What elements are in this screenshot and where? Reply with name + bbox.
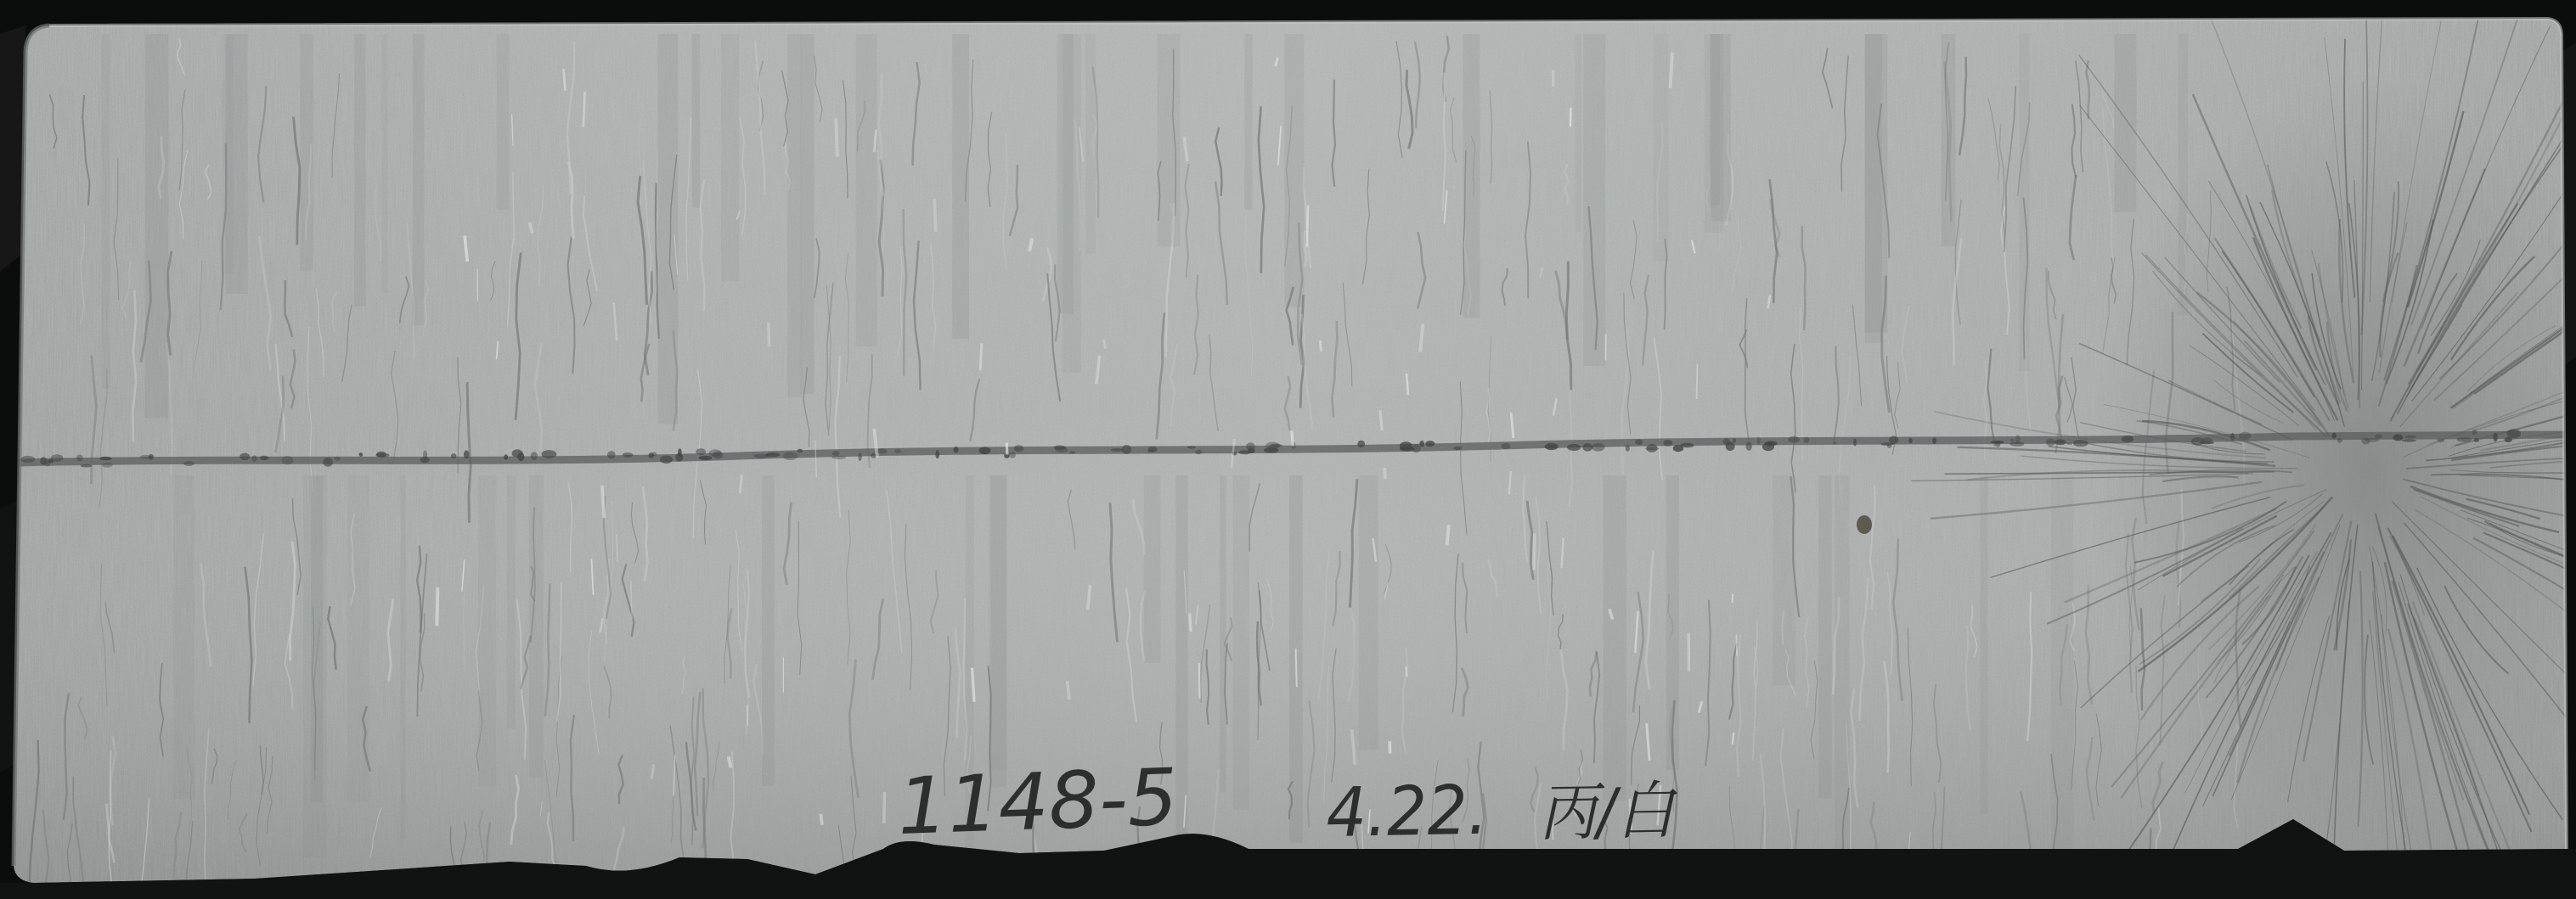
porosity-dot xyxy=(359,452,364,457)
shade-band xyxy=(1085,34,1096,254)
porosity-dot xyxy=(504,454,508,459)
porosity-dot xyxy=(1804,437,1810,443)
porosity-dot xyxy=(2405,435,2416,439)
shade-band xyxy=(856,34,877,346)
highlight xyxy=(934,199,936,232)
porosity-dot xyxy=(1833,441,1836,444)
highlight xyxy=(1292,431,1293,447)
porosity-dot xyxy=(1148,447,1158,452)
shade-band xyxy=(1942,34,1956,246)
porosity-dot xyxy=(1757,437,1761,445)
porosity-dot xyxy=(1238,450,1251,454)
shade-band xyxy=(1604,475,1626,801)
shade-band xyxy=(1818,475,1832,799)
porosity-dot xyxy=(1425,441,1435,447)
highlight xyxy=(1733,733,1734,744)
highlight xyxy=(1697,364,1698,399)
highlight xyxy=(1671,53,1672,88)
date-label: 4.22. xyxy=(1325,770,1500,852)
sample-id-label: 1148-5 xyxy=(896,751,1176,852)
porosity-dot xyxy=(1663,440,1672,447)
porosity-dot xyxy=(652,452,657,456)
porosity-dot xyxy=(709,449,722,457)
shade-band xyxy=(347,475,369,802)
shade-band xyxy=(1583,34,1605,366)
shade-band xyxy=(223,34,234,274)
porosity-dot xyxy=(1646,444,1657,452)
highlight xyxy=(740,475,741,493)
shade-band xyxy=(1244,34,1252,210)
highlight xyxy=(602,486,604,519)
porosity-dot xyxy=(678,448,682,456)
porosity-dot xyxy=(2066,442,2072,445)
porosity-dot xyxy=(1853,439,1857,447)
porosity-dot xyxy=(99,457,111,460)
highlight xyxy=(1534,534,1535,570)
shade-band xyxy=(1233,475,1249,810)
porosity-dot xyxy=(2046,439,2055,447)
porosity-dot xyxy=(1111,448,1124,451)
porosity-dot xyxy=(2337,438,2342,443)
highlight xyxy=(1380,410,1382,430)
shade-band xyxy=(1575,34,1581,232)
highlight xyxy=(729,756,731,767)
porosity-dot xyxy=(979,447,991,454)
shade-band xyxy=(382,34,388,293)
shade-band xyxy=(1865,34,1882,343)
highlight xyxy=(820,814,822,825)
porosity-dot xyxy=(954,447,959,452)
shift-mark-label: 丙/白 xyxy=(1537,773,1687,850)
porosity-dot xyxy=(1681,443,1694,448)
highlight xyxy=(1447,525,1449,545)
porosity-dot xyxy=(1264,447,1279,453)
porosity-dot xyxy=(2073,440,2088,447)
porosity-dot xyxy=(2438,438,2445,442)
shade-band xyxy=(1666,475,1679,770)
shade-band xyxy=(801,34,815,394)
shade-band xyxy=(787,34,801,397)
porosity-dot xyxy=(140,455,151,459)
highlight xyxy=(1321,340,1322,351)
shade-band xyxy=(2115,34,2137,212)
porosity-dot xyxy=(1014,445,1023,452)
shade-band xyxy=(1359,475,1378,750)
shade-band xyxy=(658,34,679,424)
porosity-dot xyxy=(531,452,538,460)
porosity-dot xyxy=(542,450,557,458)
porosity-dot xyxy=(699,456,713,460)
porosity-dot xyxy=(2472,430,2477,435)
shade-band xyxy=(1835,475,1849,857)
porosity-dot xyxy=(2493,433,2498,441)
shade-band xyxy=(507,475,516,728)
porosity-dot xyxy=(252,455,257,462)
porosity-dot xyxy=(375,453,389,458)
shade-band xyxy=(529,475,544,778)
porosity-dot xyxy=(696,448,706,455)
shade-band xyxy=(1158,34,1181,246)
porosity-dot xyxy=(607,451,616,458)
porosity-dot xyxy=(2505,437,2512,442)
shade-band xyxy=(1220,475,1226,792)
porosity-dot xyxy=(1546,445,1559,449)
highlight xyxy=(1384,468,1385,479)
shade-band xyxy=(497,34,510,210)
shade-band xyxy=(478,475,496,786)
porosity-dot xyxy=(859,452,862,461)
highlight xyxy=(836,119,837,157)
porosity-dot xyxy=(183,461,194,466)
porosity-dot xyxy=(420,457,430,463)
porosity-dot xyxy=(1453,447,1462,450)
shade-band xyxy=(1980,475,1987,813)
porosity-dot xyxy=(1187,446,1196,448)
porosity-dot xyxy=(334,457,341,461)
porosity-dot xyxy=(1419,441,1424,447)
shade-band xyxy=(354,34,365,306)
shade-band xyxy=(2051,475,2073,861)
highlight xyxy=(1736,635,1737,656)
shade-band xyxy=(1463,34,1480,318)
porosity-dot xyxy=(1635,439,1643,445)
porosity-dot xyxy=(1009,452,1016,458)
porosity-dot xyxy=(2200,441,2214,444)
porosity-dot xyxy=(44,459,50,466)
shade-band xyxy=(1654,34,1669,261)
shade-band xyxy=(952,34,969,339)
shade-band xyxy=(413,34,425,325)
highlight xyxy=(1570,108,1571,126)
shade-band xyxy=(1284,34,1304,306)
porosity-dot xyxy=(517,452,524,461)
porosity-dot xyxy=(1054,446,1066,450)
shade-band xyxy=(1144,475,1161,663)
porosity-dot xyxy=(1733,438,1736,443)
porosity-dot xyxy=(2474,438,2479,442)
porosity-dot xyxy=(1932,437,1936,444)
highlight xyxy=(1307,205,1308,247)
porosity-dot xyxy=(1889,436,1898,444)
highlight xyxy=(1199,663,1200,699)
porosity-dot xyxy=(260,456,269,460)
porosity-dot xyxy=(2055,439,2066,445)
porosity-dot xyxy=(51,454,64,462)
porosity-dot xyxy=(2506,429,2521,438)
porosity-dot xyxy=(894,449,901,453)
porosity-dot xyxy=(76,454,83,461)
porosity-dot xyxy=(1246,442,1255,450)
porosity-dot xyxy=(1592,443,1605,452)
highlight xyxy=(884,792,885,823)
shade-band xyxy=(721,34,739,281)
highlight xyxy=(1732,594,1733,603)
porosity-dot xyxy=(2230,433,2235,441)
shade-band xyxy=(173,475,194,800)
porosity-dot xyxy=(2239,432,2251,441)
shade-band xyxy=(300,34,313,272)
porosity-dot xyxy=(102,463,113,468)
shade-band xyxy=(303,475,327,858)
porosity-dot xyxy=(1626,445,1630,452)
shade-band xyxy=(1773,475,1795,685)
shade-band xyxy=(762,475,775,786)
porosity-dot xyxy=(1745,442,1751,451)
porosity-dot xyxy=(1908,438,1912,443)
shade-band xyxy=(102,34,110,389)
porosity-dot xyxy=(660,456,673,464)
porosity-dot xyxy=(2010,439,2014,443)
porosity-dot xyxy=(783,452,798,460)
porosity-dot xyxy=(240,453,250,461)
highlight xyxy=(1296,649,1297,687)
shade-band xyxy=(401,475,406,839)
highlight xyxy=(1190,614,1192,632)
porosity-dot xyxy=(1400,447,1415,452)
porosity-dot xyxy=(1567,444,1581,451)
porosity-dot xyxy=(2457,437,2472,442)
porosity-dot xyxy=(832,451,840,456)
porosity-dot xyxy=(323,458,333,467)
porosity-dot xyxy=(20,456,36,463)
shade-band xyxy=(2019,34,2029,371)
porosity-dot xyxy=(2393,435,2404,441)
highlight xyxy=(1068,681,1069,700)
porosity-dot xyxy=(464,450,470,458)
porosity-dot xyxy=(282,456,294,464)
porosity-dot xyxy=(1762,442,1774,451)
porosity-dot xyxy=(831,456,846,459)
porosity-dot xyxy=(2191,437,2204,446)
porosity-dot xyxy=(1991,441,2004,444)
porosity-dot xyxy=(2122,435,2134,442)
highlight xyxy=(980,343,982,370)
porosity-dot xyxy=(1788,436,1799,443)
porosity-dot xyxy=(1726,442,1735,452)
porosity-dot xyxy=(1582,443,1592,452)
porosity-dot xyxy=(1195,450,1202,455)
shade-band xyxy=(145,34,169,419)
shade-band xyxy=(692,34,700,208)
porosity-dot xyxy=(623,452,633,458)
porosity-dot xyxy=(2331,433,2336,439)
porosity-dot xyxy=(935,450,939,458)
porosity-dot xyxy=(2402,440,2417,442)
porosity-dot xyxy=(1502,443,1511,449)
shade-band xyxy=(991,475,1007,787)
porosity-dot xyxy=(81,464,92,468)
shade-band xyxy=(1063,34,1081,373)
porosity-dot xyxy=(798,449,803,453)
porosity-dot xyxy=(2010,441,2024,446)
porosity-dot xyxy=(1357,441,1365,447)
porosity-dot xyxy=(2362,438,2370,445)
shade-band xyxy=(1710,34,1720,205)
porosity-dot xyxy=(451,453,457,458)
porosity-dot xyxy=(1069,451,1075,453)
highlight xyxy=(583,92,585,127)
porosity-dot xyxy=(753,454,769,458)
surface-pit xyxy=(1857,515,1872,534)
porosity-dot xyxy=(2375,434,2382,438)
